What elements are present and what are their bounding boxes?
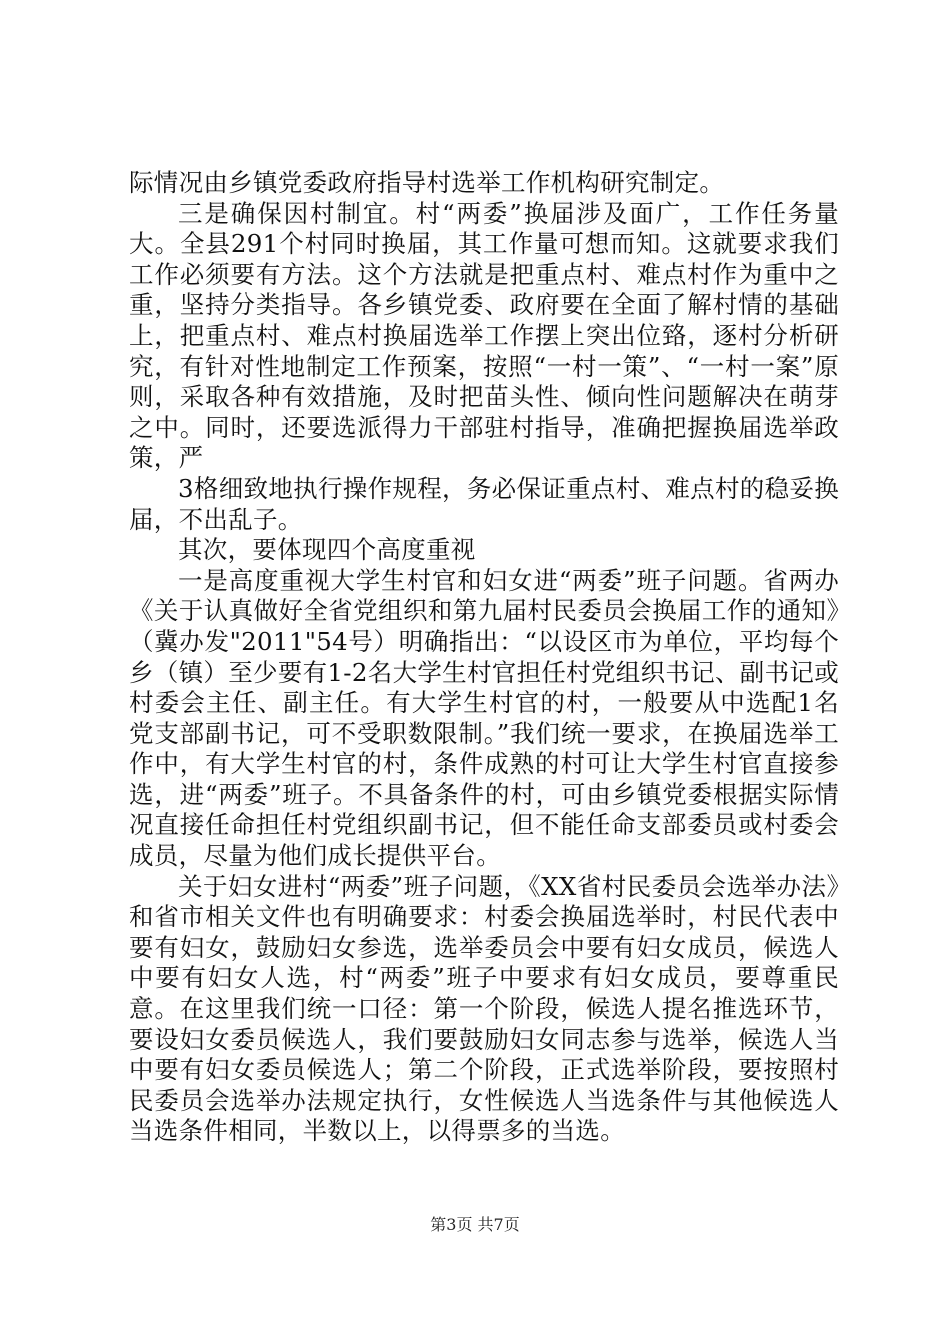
paragraph-continuation: 际情况由乡镇党委政府指导村选举工作机构研究制定。 [129,168,725,197]
paragraph-strict-procedure: 3格细致地执行操作规程，务必保证重点村、难点村的稳妥换届，不出乱子。 [129,473,839,534]
paragraph-college-village-officials: 一是高度重视大学生村官和妇女进“两委”班子问题。省两办《关于认真做好全省党组织和第九届村民委员会换届工作的通知》（冀办发"2011"54号）明确指出：“以设区市为单位，平均每个乡（镇）至少要有1-2名大学生村官担任村党组织书记、副书记或村委会主任、副主任。有大学生村官的村，一般要从中选配1名党支部副书记，可不受职数限制。”我们统一要求，在换届选举工作中，有大学生村官的村，条件成熟的村可让大学生村官直接参选，进“两委”班子。不具备条件的村，可由乡镇党委根据实际情况直接任命担任村党组织副书记，但不能任命支部委员或村委会成员，尽量为他们成长提供平台。 [129,565,840,871]
document-body [129,168,839,1147]
page-footer [0,1215,950,1235]
paragraph-women-participation: 关于妇女进村“两委”班子问题，《XX省村民委员会选举办法》和省市相关文件也有明确要求：村委会换届选举时，村民代表中要有妇女，鼓励妇女参选，选举委员会中要有妇女成员，候选人中要有妇女人选，村“两委”班子中要求有妇女成员，要尊重民意。在这里我们统一口径：第一个阶段，候选人提名推选环节，要设妇女委员候选人，我们要鼓励妇女同志参与选举，候选人当中要有妇女委员候选人；第二个阶段，正式选举阶段，要按照村民委员会选举办法规定执行，女性候选人当选条件与其他候选人当选条件相同，半数以上，以得票多的当选。 [129,871,839,1146]
paragraph-ensure-village-policy: 三是确保因村制宜。村“两委”换届涉及面广，工作任务量大。全县291个村同时换届，其工作量可想而知。这就要求我们工作必须要有方法。这个方法就是把重点村、难点村作为重中之重，坚持分类指导。各乡镇党委、政府要在全面了解村情的基础上，把重点村、难点村换届选举工作摆上突出位臵，逐村分析研究，有针对性地制定工作预案，按照“一村一策”、“一村一案”原则，采取各种有效措施，及时把苗头性、倾向性问题解决在萌芽之中。同时，还要选派得力干部驻村指导，准确把握换届选举政策，严 [129,198,839,473]
page-number-label: 第3页 共7页 [430,1215,520,1234]
paragraph-section-heading: 其次，要体现四个高度重视 [178,535,476,565]
